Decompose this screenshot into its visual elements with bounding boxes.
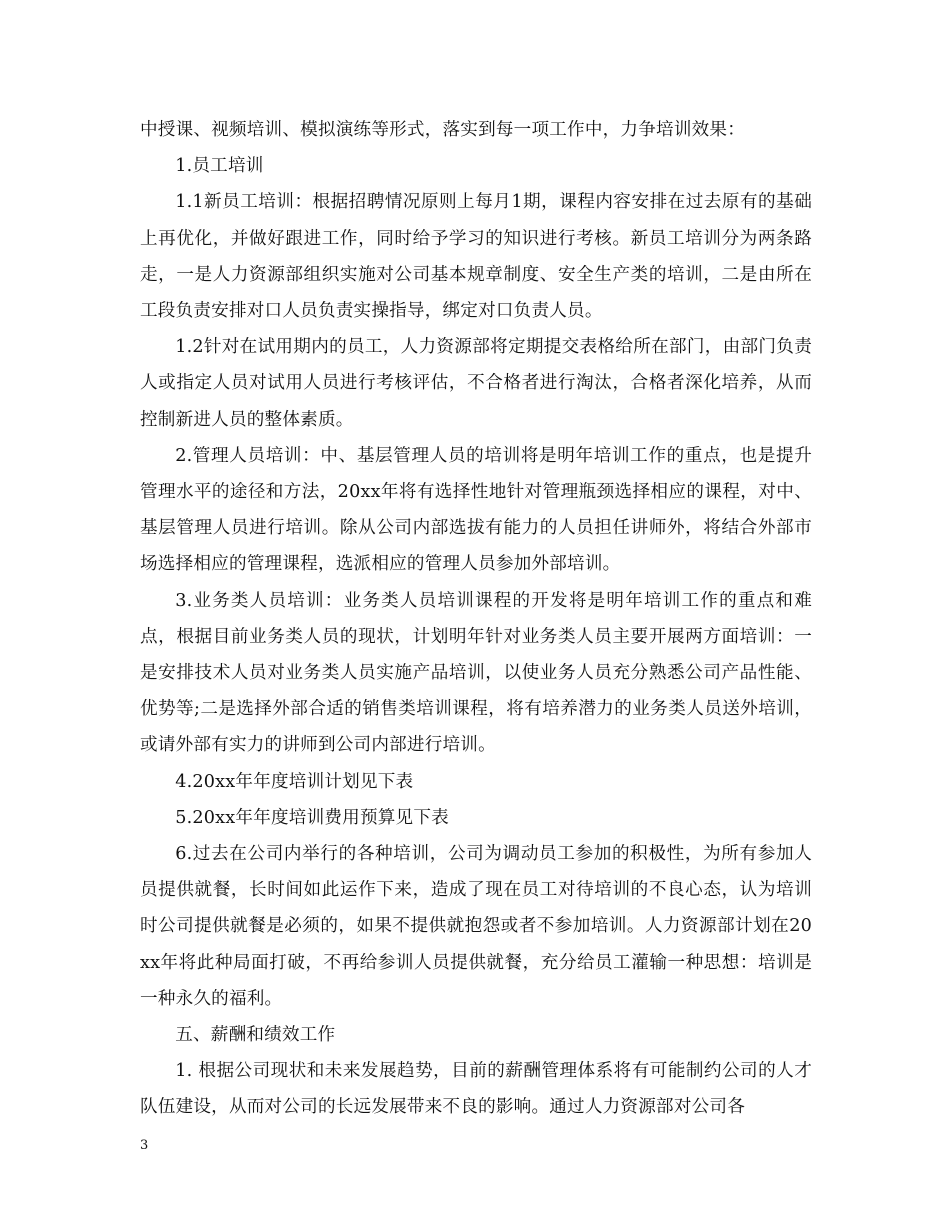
paragraph-new-employee-training: 1.1新员工培训：根据招聘情况原则上每月1期，课程内容安排在过去原有的基础上再优化，并做好跟进工作，同时给予学习的知识进行考核。新员工培训分为两条路走，一是人力资源部组织实施对公司基本规章制度、安全生产类的培训，二是由所在工段负责安排对口人员负责实操指导，绑定对口负责人员。 [140, 192, 812, 322]
paragraph-meal-policy: 6.过去在公司内举行的各种培训，公司为调动员工参加的积极性，为所有参加人员提供就餐，长时间如此运作下来，造成了现在员工对待培训的不良心态，认为培训时公司提供就餐是必须的，如果不提供就抱怨或者不参加培训。人力资源部计划在20xx年将此种局面打破，不再给参训人员提供就餐，充分给员工灌输一种思想：培训是一种永久的福利。 [140, 844, 812, 1009]
heading-employee-training: 1.员工培训 [175, 156, 264, 177]
paragraph-sales-training: 3.业务类人员培训：业务类人员培训课程的开发将是明年培训工作的重点和难点，根据目前业务类人员的现状，计划明年针对业务类人员主要开展两方面培训：一是安排技术人员对业务类人员实施产品培训，以使业务人员充分熟悉公司产品性能、优势等;二是选择外部合适的销售类培训课程，将有培养潜力的业务类人员送外培训，或请外部有实力的讲师到公司内部进行培训。 [140, 590, 812, 756]
paragraph-training-plan-ref: 4.20xx年年度培训计划见下表 [175, 771, 414, 792]
paragraph-training-budget-ref: 5.20xx年年度培训费用预算见下表 [175, 807, 449, 828]
paragraph-compensation-system: 1. 根据公司现状和未来发展趋势，目前的薪酬管理体系将有可能制约公司的人才队伍建设，从而对公司的长远发展带来不良的影响。通过人力资源部对公司各 [140, 1061, 812, 1118]
paragraph-management-training: 2.管理人员培训：中、基层管理人员的培训将是明年培训工作的重点，也是提升管理水平的途径和方法，20xx年将有选择性地针对管理瓶颈选择相应的课程，对中、基层管理人员进行培训。除从公司内部选拔有能力的人员担任讲师外，将结合外部市场选择相应的管理课程，选派相应的管理人员参加外部培训。 [140, 445, 812, 575]
heading-compensation-performance: 五、薪酬和绩效工作 [175, 1025, 336, 1046]
page-number: 3 [140, 1138, 149, 1153]
paragraph-intro-continuation: 中授课、视频培训、模拟演练等形式，落实到每一项工作中，力争培训效果： [140, 120, 745, 140]
body-text [140, 112, 812, 1126]
paragraph-probation-assessment: 1.2针对在试用期内的员工，人力资源部将定期提交表格给所在部门，由部门负责人或指定人员对试用人员进行考核评估，不合格者进行淘汰，合格者深化培养，从而控制新进人员的整体素质。 [140, 337, 812, 430]
